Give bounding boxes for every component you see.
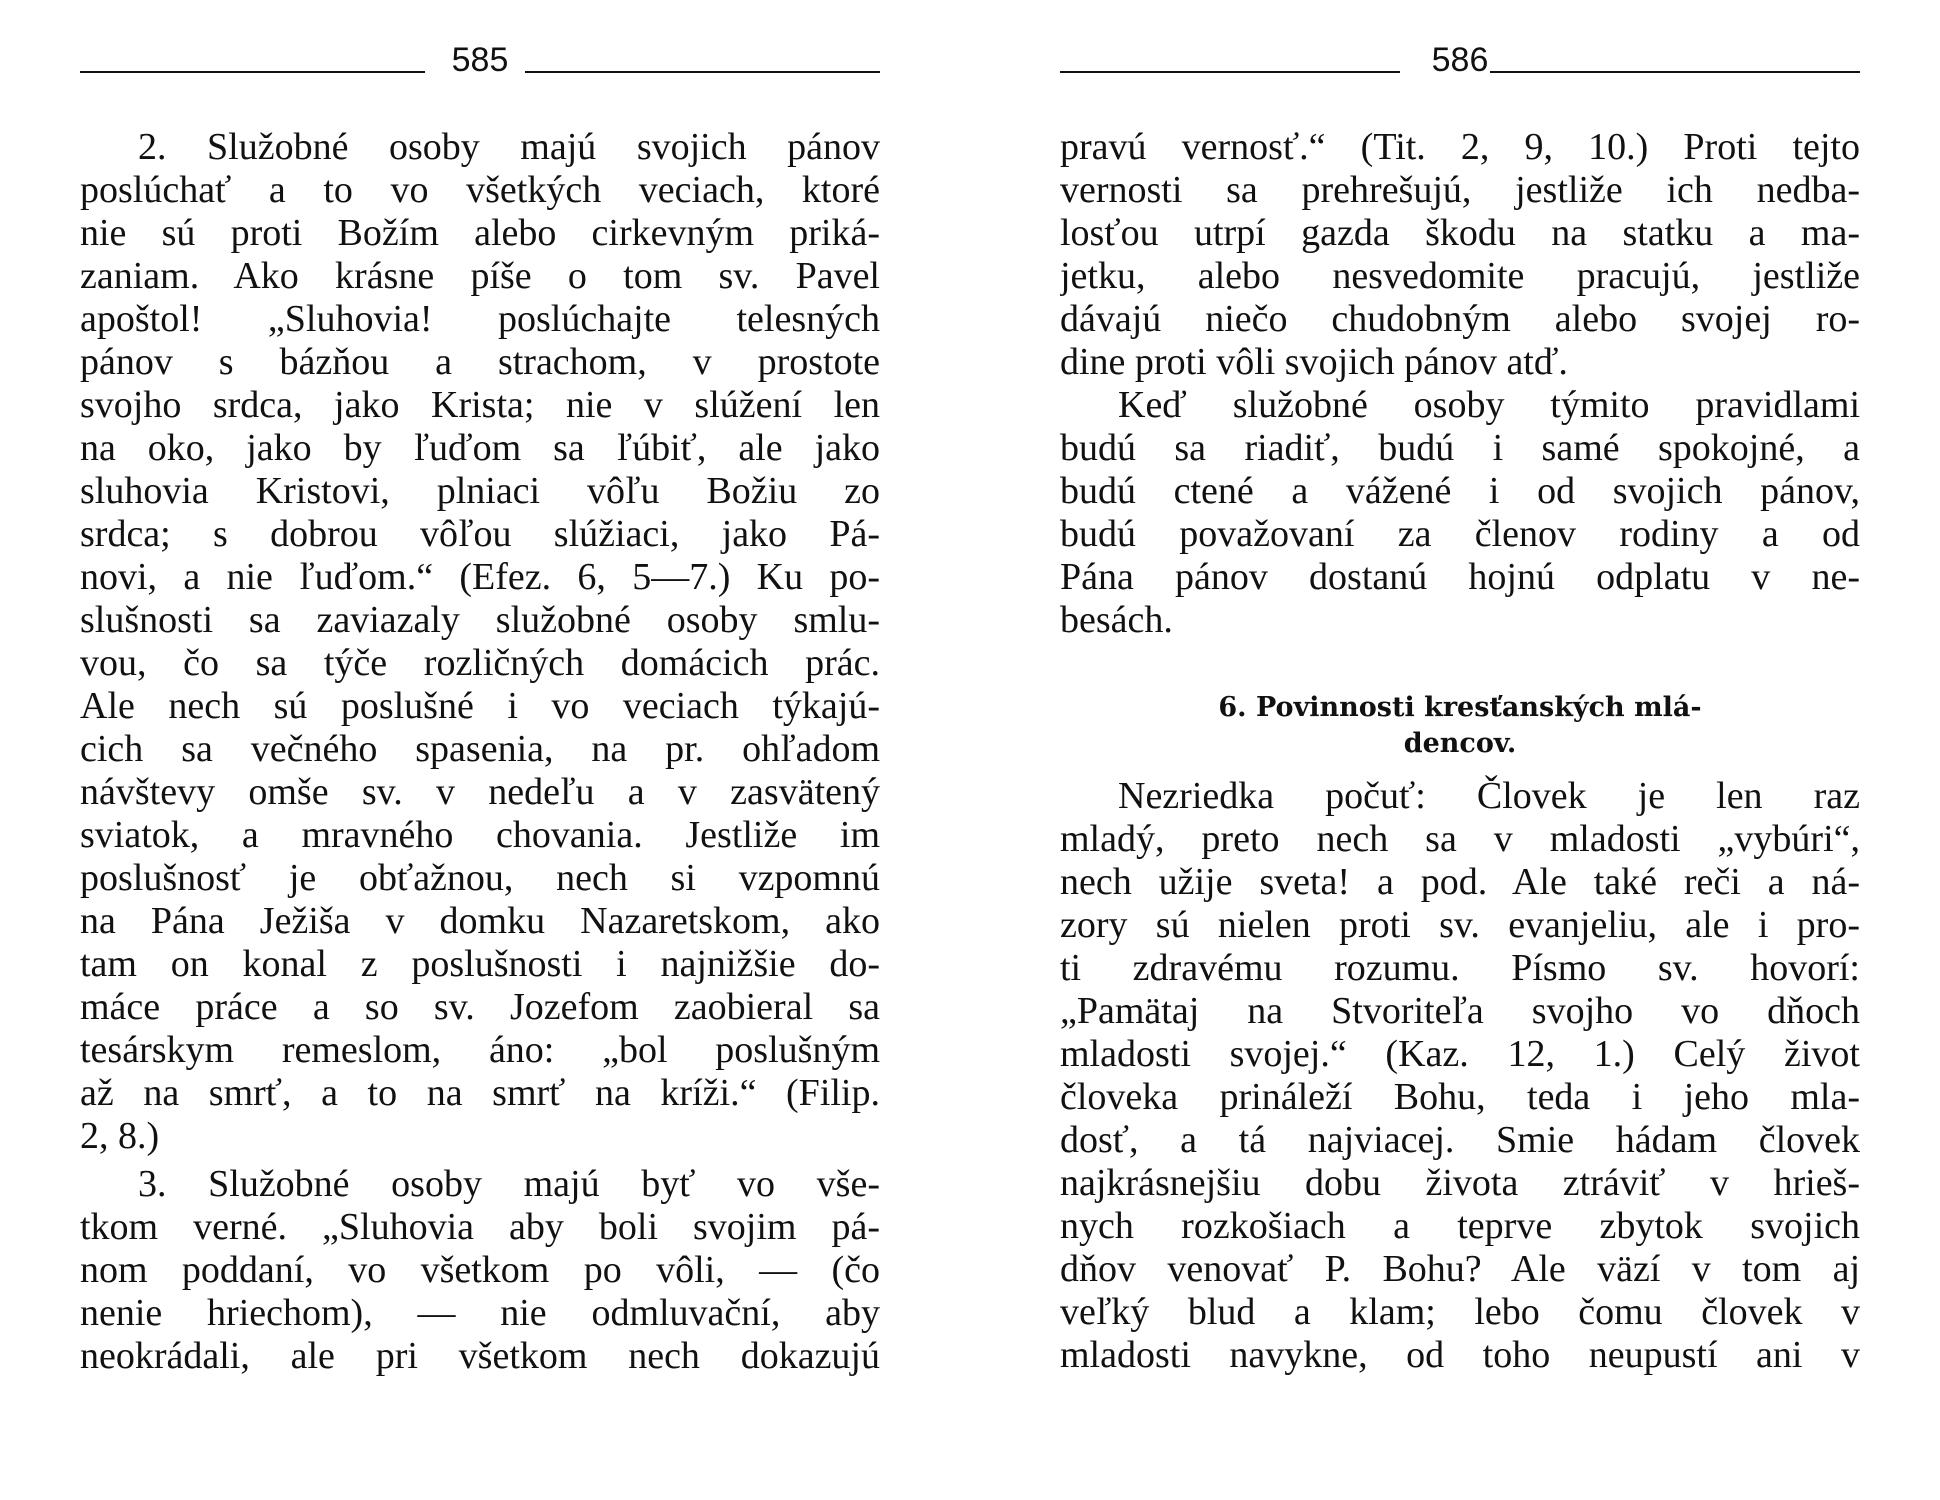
text-line: najkrásnejšiu dobu života ztráviť v hrieš- <box>1060 1162 1860 1204</box>
page-number-left: 585 <box>451 41 509 79</box>
text-line: neokrádali, ale pri všetkom nech dokazujú <box>80 1335 880 1377</box>
text-line: besách. <box>1060 599 1173 641</box>
text-line: losťou utrpí gazda škodu na statku a ma- <box>1060 212 1860 254</box>
text-line: zaniam. Ako krásne píše o tom sv. Pavel <box>80 255 880 297</box>
text-line: slušnosti sa zaviazaly služobné osoby smlu- <box>80 599 880 641</box>
text-line: jetku, alebo nesvedomite pracujú, jestliže <box>1060 255 1860 297</box>
text-line: poslušnosť je obťažnou, nech si vzpomnú <box>80 857 880 899</box>
text-line: zory sú nielen proti sv. evanjeliu, ale i pro- <box>1060 904 1860 946</box>
left-page <box>80 0 880 1500</box>
section-heading <box>1060 690 1860 762</box>
text-line: dňov venovať P. Bohu? Ale väzí v tom aj <box>1060 1248 1860 1290</box>
text-line: nom poddaní, vo všetkom po vôli, — (čo <box>80 1249 880 1291</box>
text-line: Nezriedka počuť: Človek je len raz <box>1118 775 1860 817</box>
text-line: nenie hriechom), — nie odmluvační, aby <box>80 1292 880 1334</box>
paragraph-section-6-youth <box>1060 775 1860 1377</box>
text-line: na Pána Ježiša v domku Nazaretskom, ako <box>80 900 880 942</box>
text-line: srdca; s dobrou vôľou slúžiaci, jako Pá- <box>80 513 880 555</box>
paragraph-3-servants-fidelity <box>80 1163 880 1378</box>
text-line: 2, 8.) <box>80 1115 160 1157</box>
text-line: nech užije sveta! a pod. Ale také reči a ná- <box>1060 861 1860 903</box>
paragraph-closing-reward <box>1060 384 1860 642</box>
paragraph-continued-fidelity <box>1060 126 1860 384</box>
text-line: Keď služobné osoby týmito pravidlami <box>1118 384 1860 426</box>
text-line: až na smrť, a to na smrť na kríži.“ (Filip. <box>80 1072 880 1114</box>
text-line: budú sa riadiť, budú i samé spokojné, a <box>1060 427 1860 469</box>
text-line: pánov s bázňou a strachom, v prostote <box>80 341 880 383</box>
text-line: nych rozkošiach a teprve zbytok svojich <box>1060 1205 1860 1247</box>
text-line: 3. Služobné osoby majú byť vo vše- <box>138 1163 880 1205</box>
text-line: návštevy omše sv. v nedeľu a v zasvätený <box>80 771 880 813</box>
text-line: pravú vernosť.“ (Tit. 2, 9, 10.) Proti tejto <box>1060 126 1860 168</box>
text-line: 2. Služobné osoby majú svojich pánov <box>138 126 880 168</box>
text-line: nie sú proti Božím alebo cirkevným priká- <box>80 212 880 254</box>
header-rule-right <box>525 71 880 73</box>
section-heading-line: 6. Povinnosti kresťanských mlá- <box>1218 692 1702 723</box>
text-line: tam on konal z poslušnosti i najnižšie do- <box>80 943 880 985</box>
text-line: Ale nech sú poslušné i vo veciach týkajú- <box>80 685 880 727</box>
text-line: Pána pánov dostanú hojnú odplatu v ne- <box>1060 556 1860 598</box>
header-rule-right <box>1490 71 1860 73</box>
page-number-right: 586 <box>1431 41 1489 79</box>
text-line: poslúchať a to vo všetkých veciach, ktoré <box>80 169 880 211</box>
section-heading-line: dencov. <box>1403 728 1517 759</box>
right-page-header <box>1060 38 1860 88</box>
text-line: dávajú niečo chudobným alebo svojej ro- <box>1060 298 1860 340</box>
right-page <box>1060 0 1860 1500</box>
text-line: dine proti vôli svojich pánov atď. <box>1060 341 1568 383</box>
text-line: novi, a nie ľuďom.“ (Efez. 6, 5—7.) Ku po- <box>80 556 880 598</box>
text-line: ti zdravému rozumu. Písmo sv. hovorí: <box>1060 947 1860 989</box>
text-line: dosť, a tá najviacej. Smie hádam človek <box>1060 1119 1860 1161</box>
text-line: človeka prináleží Bohu, teda i jeho mla- <box>1060 1076 1860 1118</box>
text-line: apoštol! „Sluhovia! poslúchajte telesných <box>80 298 880 340</box>
text-line: na oko, jako by ľuďom sa ľúbiť, ale jako <box>80 427 880 469</box>
text-line: vou, čo sa týče rozličných domácich prác. <box>80 642 880 684</box>
text-line: „Pamätaj na Stvoriteľa svojho vo dňoch <box>1060 990 1860 1032</box>
text-line: mladý, preto nech sa v mladosti „vybúri“, <box>1060 818 1860 860</box>
text-line: cich sa večného spasenia, na pr. ohľadom <box>80 728 880 770</box>
text-line: vernosti sa prehrešujú, jestliže ich nedba- <box>1060 169 1860 211</box>
paragraph-2-servants-obedience <box>80 126 880 1158</box>
text-line: tesárskym remeslom, áno: „bol poslušným <box>80 1029 880 1071</box>
text-line: sviatok, a mravného chovania. Jestliže im <box>80 814 880 856</box>
text-line: veľký blud a klam; lebo čomu človek v <box>1060 1291 1860 1333</box>
text-line: máce práce a so sv. Jozefom zaobieral sa <box>80 986 880 1028</box>
text-line: mladosti navykne, od toho neupustí ani v <box>1060 1334 1860 1376</box>
text-line: mladosti svojej.“ (Kaz. 12, 1.) Celý život <box>1060 1033 1860 1075</box>
text-line: tkom verné. „Sluhovia aby boli svojim pá- <box>80 1206 880 1248</box>
left-page-header <box>80 38 880 88</box>
text-line: budú považovaní za členov rodiny a od <box>1060 513 1860 555</box>
text-line: budú ctené a vážené i od svojich pánov, <box>1060 470 1860 512</box>
text-line: sluhovia Kristovi, plniaci vôľu Božiu zo <box>80 470 880 512</box>
text-line: svojho srdca, jako Krista; nie v slúžení len <box>80 384 880 426</box>
